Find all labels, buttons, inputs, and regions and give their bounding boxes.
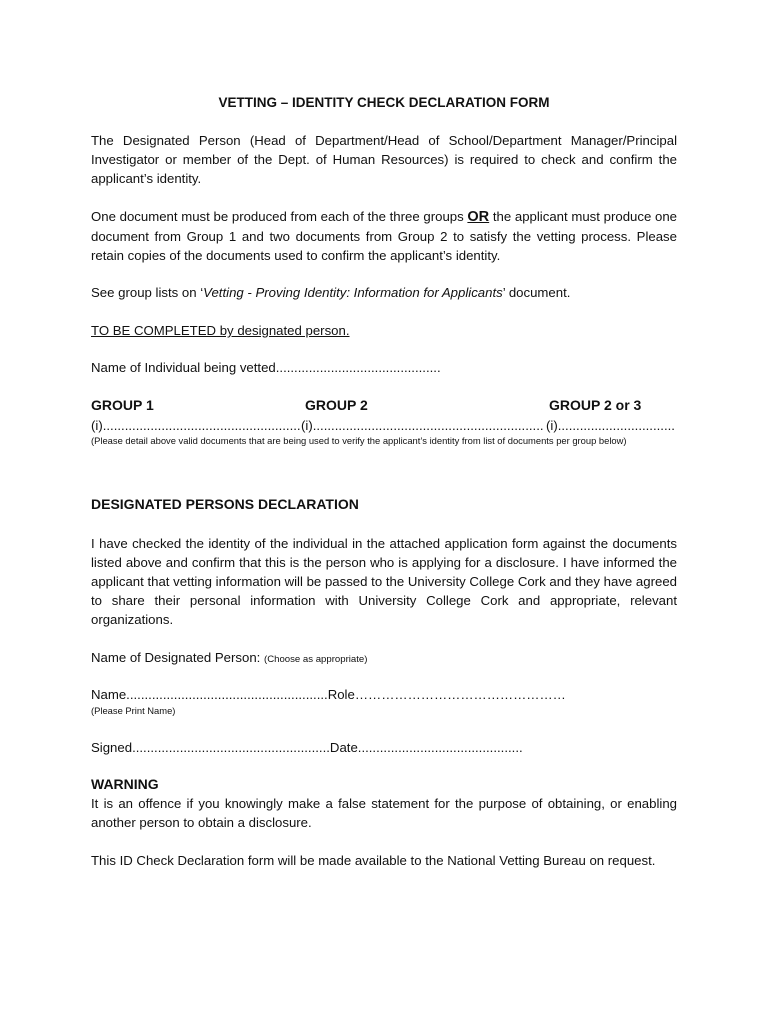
name-of-individual-field[interactable]: Name of Individual being vetted............................................. [91, 360, 441, 375]
to-be-completed-note: TO BE COMPLETED by designated person. [91, 323, 350, 338]
group-1-field[interactable]: (i)...................................................... [91, 418, 301, 433]
see-group-lists [91, 283, 677, 302]
declaration-body: I have checked the identity of the individual in the attached application form against the documents listed above and confirm that this is the person who is applying for a disclosure. I have informed the applicant that vetting information will be passed to the University College Cork and they have agreed to share their personal information with University College Cork and appropriate, relevant organizations. [91, 536, 677, 627]
intro-paragraph: The Designated Person (Head of Department/Head of School/Department Manager/Principal Investigator or member of the Dept. of Human Resources) is required to check and confirm the applicant’s identity. [91, 133, 677, 186]
see-group-suffix: ’ document. [502, 285, 571, 300]
documents-paragraph-part1: One document must be produced from each of the three groups [91, 209, 468, 224]
group-3-field[interactable]: (i)................................ [546, 418, 675, 433]
footer-paragraph: This ID Check Declaration form will be made available to the National Vetting Bureau on request. [91, 853, 656, 868]
documents-paragraph-part2: the applicant must produce one document from Group 1 and two documents from Group 2 to satisfy the vetting process. Please retain copies of the documents used to confirm the applicant’s identity. [91, 209, 677, 263]
date-field[interactable]: Date............................................. [329, 740, 523, 755]
or-emphasis: OR [467, 209, 490, 225]
print-name-hint: (Please Print Name) [91, 705, 176, 716]
group-1-heading: GROUP 1 [91, 397, 154, 413]
group-headings [91, 396, 677, 416]
role-field[interactable]: Role………………………………………… [327, 687, 566, 702]
name-field[interactable]: Name....................................................... [91, 687, 328, 702]
referenced-document-name: Vetting - Proving Identity: Information for Applicants [203, 285, 503, 300]
designated-person-label-text: Name of Designated Person: [91, 650, 264, 665]
group-note: (Please detail above valid documents that are being used to verify the applicant’s identity from list of documents per group below) [91, 435, 627, 446]
designated-person-label [91, 648, 677, 667]
declaration-heading: DESIGNATED PERSONS DECLARATION [91, 496, 359, 512]
documents-paragraph [91, 207, 677, 265]
group-2-heading: GROUP 2 [305, 397, 368, 413]
group-2-or-3-heading: GROUP 2 or 3 [549, 397, 642, 413]
warning-body: It is an offence if you knowingly make a false statement for the purpose of obtaining, or enabling another person to obtain a disclosure. [91, 796, 677, 830]
warning-heading: WARNING [91, 776, 159, 792]
signed-field[interactable]: Signed...................................................... [91, 740, 330, 755]
see-group-prefix: See group lists on ‘ [91, 285, 204, 300]
choose-hint: (Choose as appropriate) [264, 654, 368, 665]
name-role-line [91, 685, 677, 704]
signed-date-line [91, 738, 677, 757]
form-title: VETTING – IDENTITY CHECK DECLARATION FORM [218, 95, 550, 110]
group-2-field[interactable]: (i)............................................................... [301, 418, 544, 433]
